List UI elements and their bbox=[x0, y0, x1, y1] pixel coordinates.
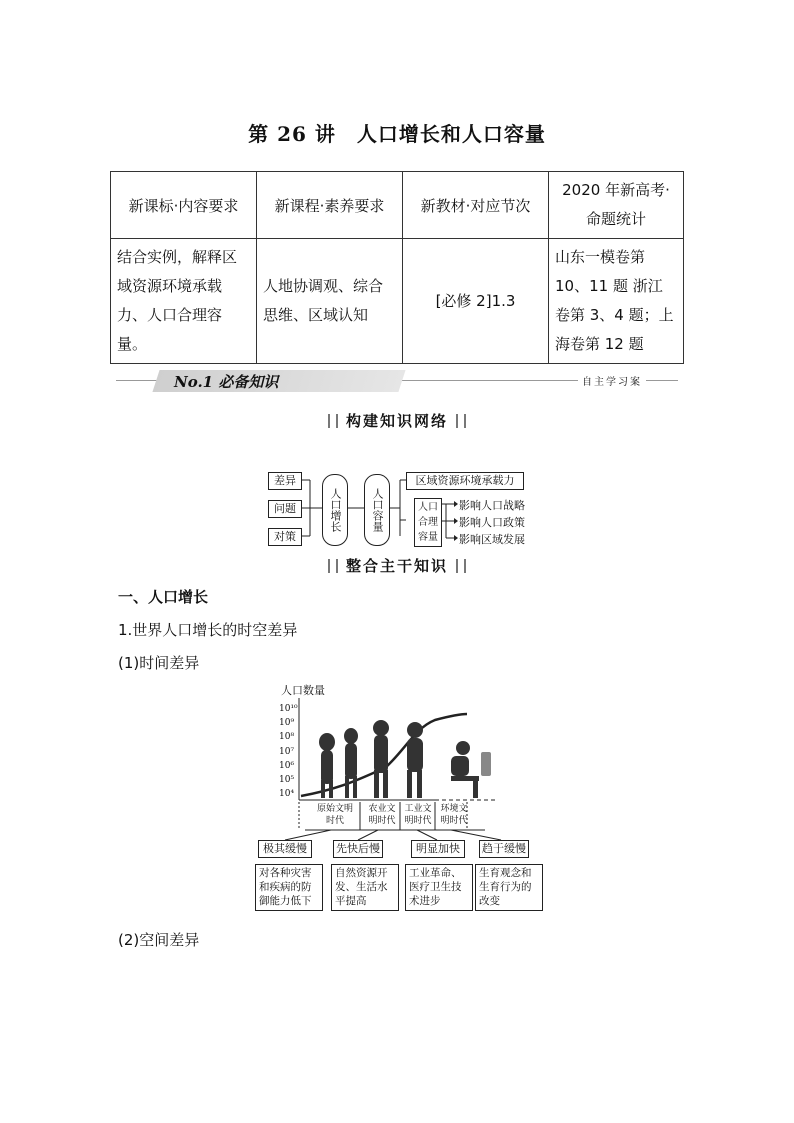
knowledge-network bbox=[260, 466, 540, 552]
network-box: 差异 bbox=[268, 472, 302, 490]
bar-right-icon bbox=[456, 559, 466, 573]
heading-world-growth: 1.世界人口增长的时空差异 bbox=[118, 621, 298, 639]
table-cell: [必修 2]1.3 bbox=[403, 239, 549, 364]
reason-box: 自然资源开发、生活水平提高 bbox=[331, 864, 399, 911]
table-cell: 结合实例，解释区域资源环境承载力、人口合理容量。 bbox=[111, 239, 257, 364]
y-tick: 10⁴ bbox=[279, 789, 295, 800]
table-cell: 山东一模卷第 10、11 题 浙江卷第 3、4 题；上海卷第 12 题 bbox=[549, 239, 684, 364]
table-cell: 人地协调观、综合思维、区域认知 bbox=[257, 239, 403, 364]
speed-box: 极其缓慢 bbox=[258, 840, 312, 858]
table-header-cell: 新课程·素养要求 bbox=[257, 172, 403, 239]
bar-left-icon bbox=[328, 559, 338, 573]
heading-population-growth: 一、人口增长 bbox=[118, 588, 209, 606]
time-difference-diagram bbox=[255, 680, 545, 912]
era-label: 工业文明时代 bbox=[404, 804, 432, 826]
speed-box: 趋于缓慢 bbox=[479, 840, 529, 858]
era-label: 环境文明时代 bbox=[440, 804, 468, 826]
network-oval-growth: 人口增长 bbox=[322, 474, 348, 546]
network-effect: 影响区域发展 bbox=[459, 533, 525, 546]
bar-left-icon bbox=[328, 414, 338, 428]
network-effect: 影响人口政策 bbox=[459, 516, 525, 529]
network-box: 区域资源环境承载力 bbox=[406, 472, 524, 490]
diagram-ylabel: 人口数量 bbox=[281, 684, 325, 697]
network-oval-capacity: 人口容量 bbox=[364, 474, 390, 546]
network-effect: 影响人口战略 bbox=[459, 499, 525, 512]
section-heading-text: 构建知识网络 bbox=[345, 412, 448, 430]
banner-label: No.1 必备知识 bbox=[174, 373, 279, 391]
reason-box: 生育观念和生育行为的改变 bbox=[475, 864, 543, 911]
heading-time-difference: (1)时间差异 bbox=[118, 654, 200, 672]
era-label: 原始文明时代 bbox=[316, 804, 353, 826]
table-header-row bbox=[111, 172, 684, 239]
reason-box: 工业革命、医疗卫生技术进步 bbox=[405, 864, 473, 911]
heading-space-difference: (2)空间差异 bbox=[118, 931, 200, 949]
speed-box: 先快后慢 bbox=[333, 840, 383, 858]
section-heading-text: 整合主干知识 bbox=[345, 557, 448, 575]
section-heading-integrate bbox=[0, 555, 794, 576]
network-box: 对策 bbox=[268, 528, 302, 546]
section-heading-network bbox=[0, 410, 794, 431]
table-row bbox=[111, 239, 684, 364]
bar-right-icon bbox=[456, 414, 466, 428]
evolution-figures-icon bbox=[319, 720, 491, 798]
page-title: 第 26 讲 人口增长和人口容量 bbox=[248, 122, 546, 146]
speed-box: 明显加快 bbox=[411, 840, 465, 858]
reason-box: 对各种灾害和疾病的防御能力低下 bbox=[255, 864, 323, 911]
network-box-reasonable: 人口合理容量 bbox=[414, 498, 442, 547]
y-tick: 10¹⁰ bbox=[279, 704, 298, 714]
requirements-table bbox=[110, 171, 684, 364]
y-tick: 10⁷ bbox=[279, 746, 295, 757]
banner-right-label: 自主学习案 bbox=[578, 373, 646, 388]
y-tick: 10⁶ bbox=[279, 760, 295, 771]
table-header-cell: 新教材·对应节次 bbox=[403, 172, 549, 239]
y-tick: 10⁵ bbox=[279, 775, 295, 786]
table-header-cell: 2020 年新高考·命题统计 bbox=[549, 172, 684, 239]
section-banner bbox=[116, 368, 678, 394]
era-label: 农业文明时代 bbox=[368, 804, 396, 826]
network-box: 问题 bbox=[268, 500, 302, 518]
y-tick: 10⁹ bbox=[279, 718, 295, 729]
table-header-cell: 新课标·内容要求 bbox=[111, 172, 257, 239]
y-tick: 10⁸ bbox=[279, 732, 295, 743]
